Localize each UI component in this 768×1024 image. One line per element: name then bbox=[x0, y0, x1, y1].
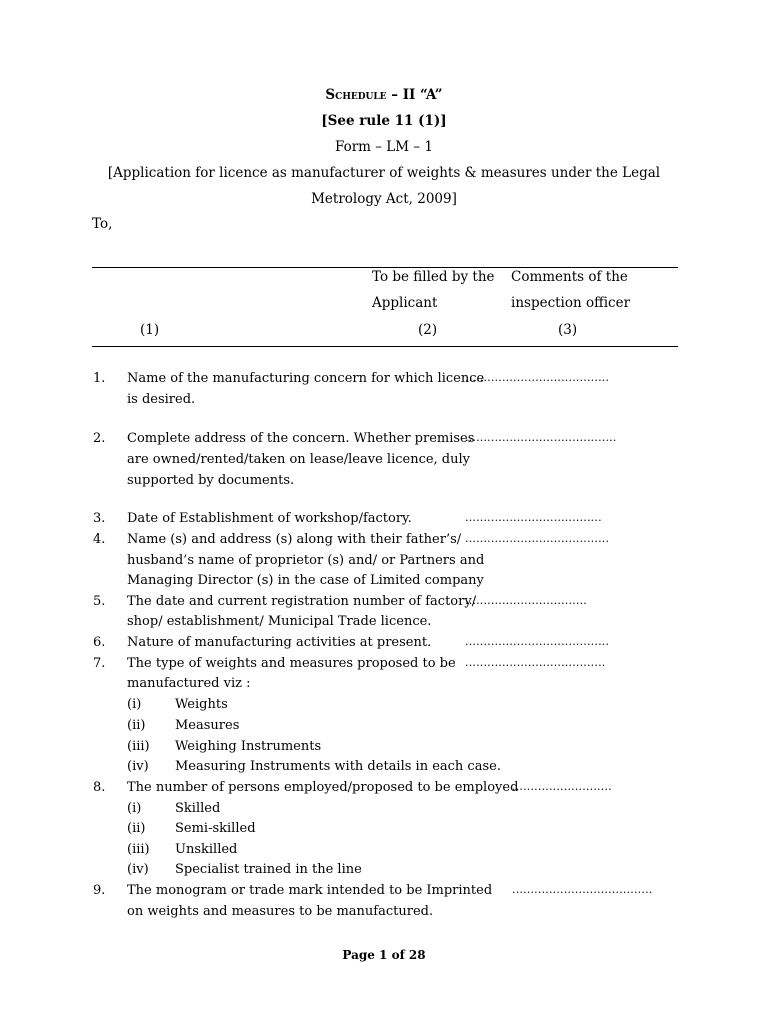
applicant-fill-blank[interactable]: ................................. bbox=[465, 594, 587, 607]
sub-item-roman: (ii) bbox=[127, 718, 146, 733]
sub-item-text: Measures bbox=[175, 718, 240, 733]
item-text-line: supported by documents. bbox=[127, 473, 295, 488]
item-number: 9. bbox=[93, 883, 106, 898]
item-number: 2. bbox=[93, 431, 106, 446]
applicant-fill-blank[interactable]: ....................................... bbox=[465, 371, 610, 384]
applicant-fill-blank[interactable]: ....................................... bbox=[465, 532, 610, 545]
col2-header-line1: To be filled by the bbox=[372, 269, 495, 285]
col2-number: (2) bbox=[418, 322, 438, 338]
col3-header-line2: inspection officer bbox=[511, 295, 631, 311]
col2-header-line2: Applicant bbox=[372, 295, 438, 311]
item-number: 1. bbox=[93, 371, 106, 386]
applicant-fill-blank[interactable]: ...................................... bbox=[512, 883, 653, 896]
item-number: 5. bbox=[93, 594, 106, 609]
item-text-line: Managing Director (s) in the case of Limited company bbox=[127, 573, 484, 588]
col3-number: (3) bbox=[558, 322, 578, 338]
sub-item-text: Specialist trained in the line bbox=[175, 862, 362, 877]
sub-item-text: Weighing Instruments bbox=[175, 739, 322, 754]
item-number: 4. bbox=[93, 532, 106, 547]
sub-item-text: Unskilled bbox=[175, 842, 238, 857]
item-text-line: The type of weights and measures proposed to be bbox=[127, 656, 456, 671]
item-text-line: on weights and measures to be manufactured. bbox=[127, 904, 434, 919]
sub-item-text: Measuring Instruments with details in each case. bbox=[175, 759, 501, 774]
item-text-line: manufactured viz : bbox=[127, 676, 251, 691]
item-text-line: shop/ establishment/ Municipal Trade licence. bbox=[127, 614, 432, 629]
item-text-line: Nature of manufacturing activities at present. bbox=[127, 635, 432, 650]
sub-item-text: Semi-skilled bbox=[175, 821, 256, 836]
item-text-line: Name (s) and address (s) along with their father’s/ bbox=[127, 532, 462, 547]
item-text-line: The monogram or trade mark intended to be Imprinted bbox=[127, 883, 493, 898]
sub-item-roman: (i) bbox=[127, 697, 142, 712]
col3-header-line1: Comments of the bbox=[511, 269, 628, 285]
sub-item-text: Skilled bbox=[175, 801, 221, 816]
applicant-fill-blank[interactable]: ......................................... bbox=[465, 431, 617, 444]
to-salutation: To, bbox=[92, 216, 113, 232]
item-text-line: Name of the manufacturing concern for which licence bbox=[127, 371, 485, 386]
item-text-line: The number of persons employed/proposed to be employed bbox=[127, 780, 519, 795]
page-number: Page 1 of 28 bbox=[342, 948, 426, 962]
item-text-line: is desired. bbox=[127, 392, 196, 407]
applicant-fill-blank[interactable]: ....................................... bbox=[465, 635, 610, 648]
applicant-fill-blank[interactable]: ..................................... bbox=[465, 511, 602, 524]
col1-number: (1) bbox=[140, 322, 160, 338]
item-text-line: Date of Establishment of workshop/factory. bbox=[127, 511, 412, 526]
sub-item-text: Weights bbox=[175, 697, 228, 712]
sub-item-roman: (i) bbox=[127, 801, 142, 816]
item-number: 3. bbox=[93, 511, 106, 526]
item-text-line: Complete address of the concern. Whether premises bbox=[127, 431, 475, 446]
sub-item-roman: (iv) bbox=[127, 862, 149, 877]
form-title-line1: [Application for licence as manufacturer of weights & measures under the Legal bbox=[107, 165, 661, 181]
sub-item-roman: (ii) bbox=[127, 821, 146, 836]
rule-reference: [See rule 11 (1)] bbox=[321, 113, 447, 129]
form-title-line2: Metrology Act, 2009] bbox=[311, 191, 457, 207]
item-text-line: are owned/rented/taken on lease/leave licence, duly bbox=[127, 452, 471, 467]
applicant-fill-blank[interactable]: ...................................... bbox=[465, 656, 606, 669]
schedule-heading: Schedule – II “A” bbox=[325, 87, 443, 103]
form-number: Form – LM – 1 bbox=[334, 139, 434, 155]
sub-item-roman: (iii) bbox=[127, 842, 150, 857]
applicant-fill-blank[interactable]: ........................... bbox=[512, 780, 612, 793]
sub-item-roman: (iv) bbox=[127, 759, 149, 774]
item-text-line: The date and current registration number of factory/ bbox=[127, 594, 477, 609]
sub-item-roman: (iii) bbox=[127, 739, 150, 754]
item-number: 7. bbox=[93, 656, 106, 671]
item-text-line: husband’s name of proprietor (s) and/ or Partners and bbox=[127, 553, 485, 568]
header-bottom-rule bbox=[92, 346, 678, 347]
item-number: 8. bbox=[93, 780, 106, 795]
item-number: 6. bbox=[93, 635, 106, 650]
header-top-rule bbox=[92, 267, 678, 268]
